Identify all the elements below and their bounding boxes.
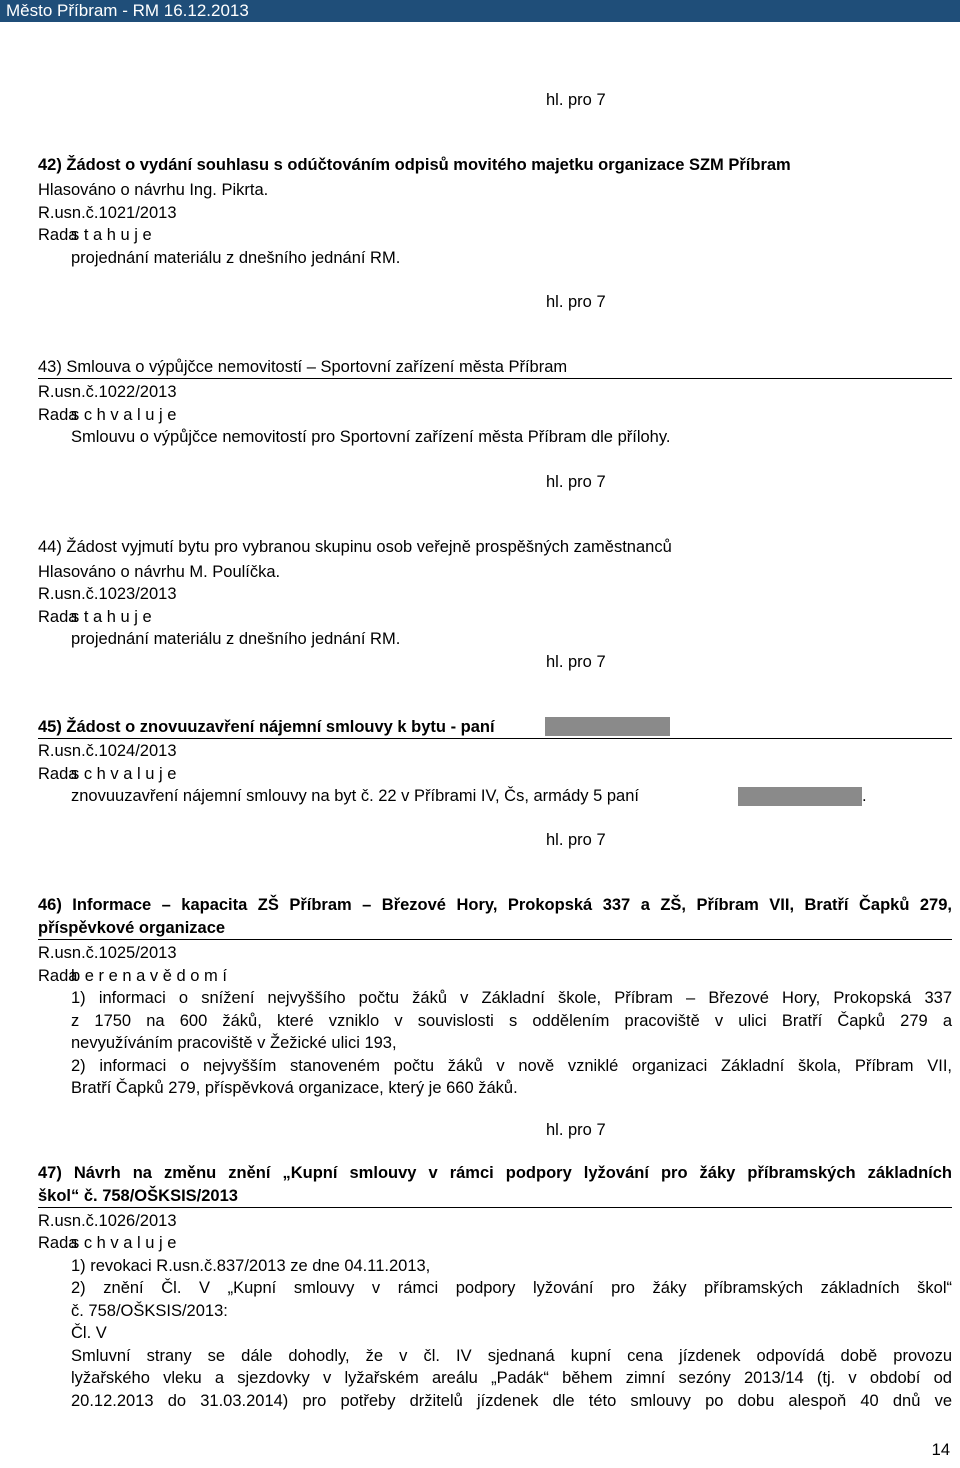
item-46-title: 46) Informace – kapacita ZŠ Příbram – Březové Hory, Prokopská 337 a ZŠ, Příbram VII, Bratří Čapků 279,: [38, 896, 952, 914]
item-47-rada: Rada: [38, 1234, 78, 1252]
item-42-rada: Rada: [38, 226, 78, 244]
document-header: Město Příbram - RM 16.12.2013: [0, 0, 960, 22]
item-44-rada: Rada: [38, 608, 78, 626]
redacted-name: [545, 717, 670, 736]
item-43-rada: Rada: [38, 406, 78, 424]
page-number: 14: [931, 1441, 950, 1459]
item-47-line: 2) znění Čl. V „Kupní smlouvy v rámci podpory lyžování pro žáky příbramských základních škol“: [71, 1279, 952, 1297]
vote-result: hl. pro 7: [546, 1121, 606, 1139]
item-44-text: projednání materiálu z dnešního jednání RM.: [71, 630, 401, 648]
item-43-text: Smlouvu o výpůjčce nemovitostí pro Sportovní zařízení města Příbram dle přílohy.: [71, 428, 671, 446]
item-44-action: s t a h u j e: [71, 608, 152, 626]
item-47-title: škol“ č. 758/OŠKSIS/2013: [38, 1187, 238, 1205]
item-47-title: 47) Návrh na změnu znění „Kupní smlouvy v rámci podpory lyžování pro žáky příbramských základních: [38, 1164, 952, 1182]
item-46-action: b e r e n a v ě d o m í: [71, 967, 227, 985]
item-42-text: projednání materiálu z dnešního jednání RM.: [71, 249, 401, 267]
item-45-text: znovuuzavření nájemní smlouvy na byt č. 22 v Příbrami IV, Čs, armády 5 paní: [71, 787, 639, 805]
vote-result: hl. pro 7: [546, 293, 606, 311]
item-46-line: 1) informaci o snížení nejvyššího počtu žáků v Základní škole, Příbram – Březové Hory, Prokopská 337: [71, 989, 952, 1007]
divider: [38, 378, 952, 379]
divider: [38, 1207, 952, 1208]
item-44-note: Hlasováno o návrhu M. Poulíčka.: [38, 563, 281, 581]
item-47-resolution: R.usn.č.1026/2013: [38, 1212, 177, 1230]
item-46-line: z 1750 na 600 žáků, které vzniklo v souvislosti s oddělením pracoviště v ulici Bratří Čapků 279 a: [71, 1012, 952, 1030]
item-46-resolution: R.usn.č.1025/2013: [38, 944, 177, 962]
item-46-line: Bratří Čapků 279, příspěvková organizace, který je 660 žáků.: [71, 1079, 518, 1097]
item-42-note: Hlasováno o návrhu Ing. Pikrta.: [38, 181, 269, 199]
item-47-line: 20.12.2013 do 31.03.2014) pro potřeby držitelů jízdenek dle této smlouvy po dobu alespoň 40 dnů ve: [71, 1392, 952, 1410]
item-46-line: nevyužíváním pracoviště v Žežické ulici 193,: [71, 1034, 397, 1052]
vote-result: hl. pro 7: [546, 831, 606, 849]
item-45-rada: Rada: [38, 765, 78, 783]
item-43-action: s c h v a l u j e: [71, 406, 177, 424]
item-43-resolution: R.usn.č.1022/2013: [38, 383, 177, 401]
item-46-rada: Rada: [38, 967, 78, 985]
item-47-line: Čl. V: [71, 1324, 107, 1342]
item-42-resolution: R.usn.č.1021/2013: [38, 204, 177, 222]
item-45-text-end: .: [862, 787, 867, 805]
item-45-resolution: R.usn.č.1024/2013: [38, 742, 177, 760]
item-43-title: 43) Smlouva o výpůjčce nemovitostí – Sportovní zařízení města Příbram: [38, 358, 568, 376]
vote-result: hl. pro 7: [546, 653, 606, 671]
redacted-name: [738, 787, 862, 806]
item-47-line: 1) revokaci R.usn.č.837/2013 ze dne 04.11.2013,: [71, 1257, 431, 1275]
divider: [38, 738, 952, 739]
item-47-line: č. 758/OŠKSIS/2013:: [71, 1302, 228, 1320]
item-45-action: s c h v a l u j e: [71, 765, 177, 783]
item-42-action: s t a h u j e: [71, 226, 152, 244]
vote-result: hl. pro 7: [546, 473, 606, 491]
item-47-action: s c h v a l u j e: [71, 1234, 177, 1252]
item-46-title: příspěvkové organizace: [38, 919, 226, 937]
item-44-resolution: R.usn.č.1023/2013: [38, 585, 177, 603]
item-42-title: 42) Žádost o vydání souhlasu s odúčtováním odpisů movitého majetku organizace SZM Příbram: [38, 156, 791, 174]
item-47-line: lyžařského vleku a sjezdovky v lyžařském areálu „Padák“ během zimní sezóny 2013/14 (tj. v období od: [71, 1369, 952, 1387]
item-47-line: Smluvní strany se dále dohodly, že v čl. IV sjednaná kupní cena jízdenek odpovídá době provozu: [71, 1347, 952, 1365]
vote-result: hl. pro 7: [546, 91, 606, 109]
item-46-line: 2) informaci o nejvyšším stanoveném počtu žáků v nově vzniklé organizaci Základní škola, Příbram VII,: [71, 1057, 952, 1075]
item-45-title: 45) Žádost o znovuuzavření nájemní smlouvy k bytu - paní: [38, 718, 495, 736]
item-44-title: 44) Žádost vyjmutí bytu pro vybranou skupinu osob veřejně prospěšných zaměstnanců: [38, 538, 672, 556]
divider: [38, 939, 952, 940]
